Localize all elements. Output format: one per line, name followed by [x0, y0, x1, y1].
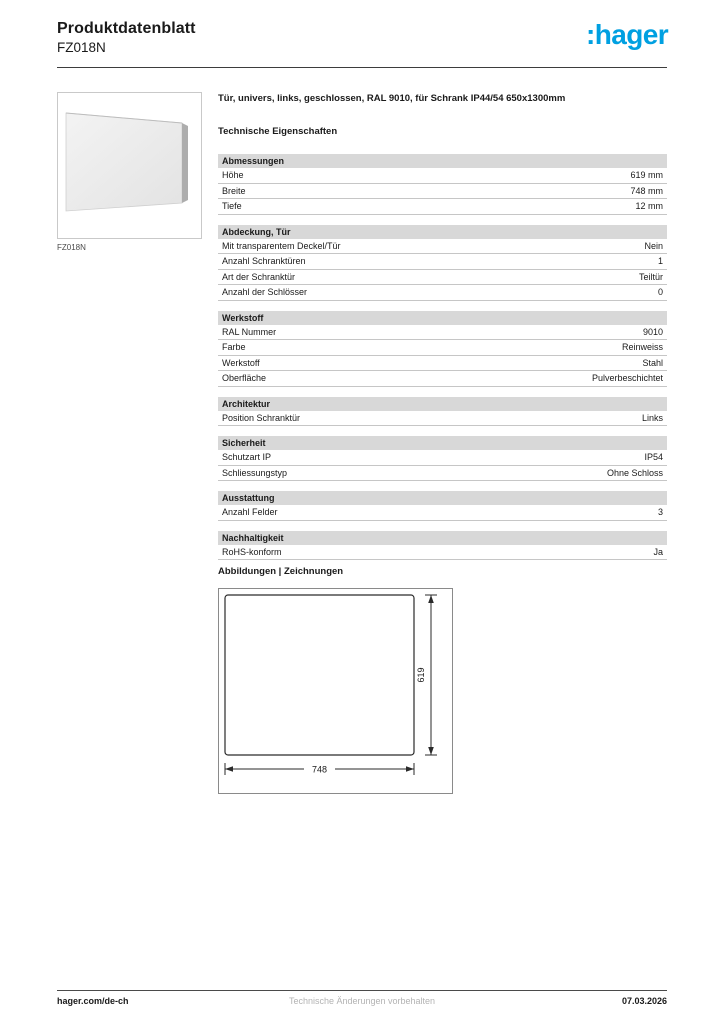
spec-label: Werkstoff [222, 357, 260, 368]
footer-divider [57, 990, 667, 991]
spec-value: IP54 [644, 452, 663, 463]
spec-row [218, 505, 667, 521]
spec-section [218, 436, 667, 481]
spec-section [218, 154, 667, 215]
spec-row [218, 466, 667, 482]
spec-section [218, 531, 667, 561]
spec-section [218, 225, 667, 301]
spec-value: 748 mm [630, 185, 663, 196]
spec-value: 3 [657, 507, 663, 518]
spec-label: Anzahl Felder [222, 507, 278, 518]
width-dimension-label: 748 [311, 764, 328, 775]
spec-label: Tiefe [222, 201, 242, 212]
spec-section-header: Nachhaltigkeit [218, 531, 667, 545]
spec-label: Position Schranktür [222, 412, 301, 423]
spec-row [218, 199, 667, 215]
spec-row [218, 371, 667, 387]
dimension-drawing-svg [219, 589, 450, 791]
spec-row [218, 168, 667, 184]
spec-section-header: Ausstattung [218, 491, 667, 505]
spec-row [218, 184, 667, 200]
spec-row [218, 545, 667, 561]
spec-value: 0 [657, 287, 663, 298]
spec-section-header: Abdeckung, Tür [218, 225, 667, 239]
spec-value: 1 [657, 256, 663, 267]
spec-value: Ohne Schloss [606, 467, 663, 478]
spec-section-header: Architektur [218, 397, 667, 411]
spec-row [218, 411, 667, 427]
spec-label: Schliessungstyp [222, 467, 288, 478]
product-code: FZ018N [57, 40, 106, 55]
tech-specs-title: Technische Eigenschaften [218, 126, 338, 137]
spec-value: 12 mm [635, 201, 663, 212]
spec-label: Oberfläche [222, 373, 267, 384]
dimension-drawing [218, 588, 453, 794]
footer-disclaimer: Technische Änderungen vorbehalten [288, 996, 436, 1006]
spec-label: Anzahl der Schlösser [222, 287, 308, 298]
spec-label: RoHS-konform [222, 546, 282, 557]
height-dimension-label: 619 [416, 667, 426, 683]
spec-label: Farbe [222, 342, 246, 353]
spec-label: Anzahl Schranktüren [222, 256, 306, 267]
spec-row [218, 340, 667, 356]
spec-section-header: Abmessungen [218, 154, 667, 168]
spec-value: 9010 [642, 326, 663, 337]
spec-section [218, 491, 667, 521]
spec-section [218, 397, 667, 427]
spec-label: Art der Schranktür [222, 271, 296, 282]
spec-label: Höhe [222, 170, 244, 181]
header-divider [57, 67, 667, 68]
spec-row [218, 254, 667, 270]
spec-value: Links [641, 412, 663, 423]
spec-value: Teiltür [638, 271, 663, 282]
spec-row [218, 285, 667, 301]
footer-website-link[interactable]: hager.com/de-ch [57, 996, 129, 1006]
spec-section [218, 311, 667, 387]
spec-value: Nein [644, 240, 663, 251]
drawings-title: Abbildungen | Zeichnungen [218, 566, 344, 577]
spec-row [218, 239, 667, 255]
hager-logo: :hager [586, 19, 668, 50]
product-photo-caption: FZ018N [57, 243, 86, 252]
spec-value: Stahl [642, 357, 663, 368]
spec-row [218, 270, 667, 286]
product-description: Tür, univers, links, geschlossen, RAL 9010, für Schrank IP44/54 650x1300mm [218, 93, 566, 104]
spec-value: Reinweiss [621, 342, 663, 353]
spec-label: Mit transparentem Deckel/Tür [222, 240, 341, 251]
footer-date: 07.03.2026 [621, 996, 667, 1006]
product-photo [57, 92, 202, 239]
spec-value: 619 mm [630, 170, 663, 181]
spec-row [218, 325, 667, 341]
spec-value: Pulverbeschichtet [591, 373, 663, 384]
spec-label: RAL Nummer [222, 326, 277, 337]
page-title: Produktdatenblatt [57, 20, 196, 37]
spec-row [218, 356, 667, 372]
spec-row [218, 450, 667, 466]
door-panel-image [58, 93, 199, 236]
spec-label: Schutzart IP [222, 452, 272, 463]
spec-section-header: Werkstoff [218, 311, 667, 325]
spec-value: Ja [653, 546, 663, 557]
spec-section-header: Sicherheit [218, 436, 667, 450]
spec-sections [218, 154, 667, 570]
spec-label: Breite [222, 185, 246, 196]
